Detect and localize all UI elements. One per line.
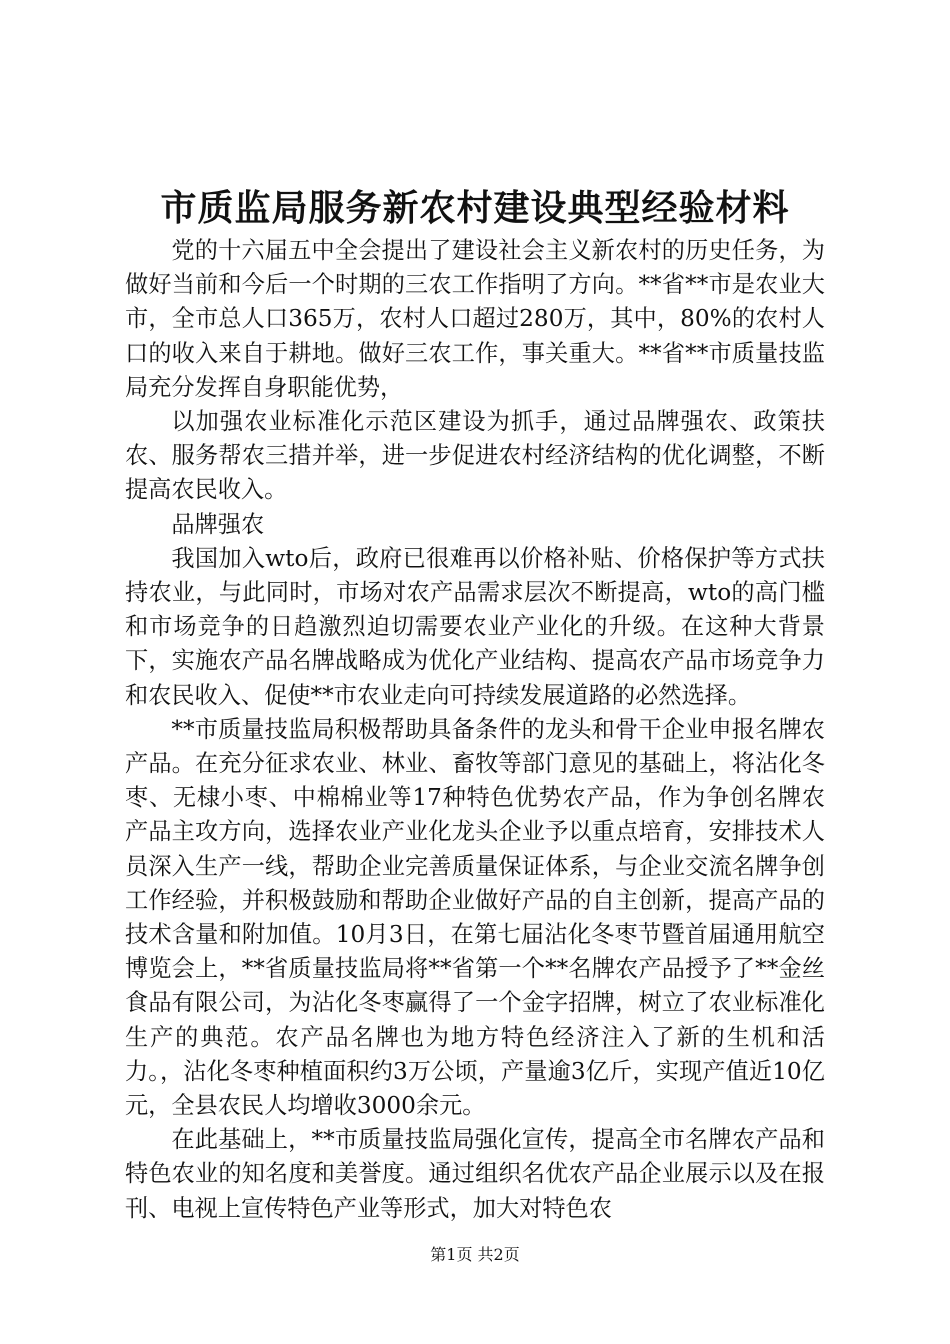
section-paragraph: **市质量技监局积极帮助具备条件的龙头和骨干企业申报名牌农产品。在充分征求农业、林业、畜牧等部门意见的基础上，将沾化冬枣、无棣小枣、中棉棉业等17种特色优势农产品，作为争创名牌农产品主攻方向，选择农业产业化龙头企业予以重点培育，安排技术人员深入生产一线，帮助企业完善质量保证体系，与企业交流名牌争创工作经验，并积极鼓励和帮助企业做好产品的自主创新，提高产品的技术含量和附加值。10月3日，在第七届沾化冬枣节暨首届通用航空博览会上，**省质量技监局将**省第一个**名牌农产品授予了**金丝食品有限公司，为沾化冬枣赢得了一个金字招牌，树立了农业标准化生产的典范。农产品名牌也为地方特色经济注入了新的生机和活力。，沾化冬枣种植面积约3万公顷，产量逾3亿斤，实现产值近10亿元，全县农民人均增收3000余元。 [125,715,825,1120]
body-paragraph: 党的十六届五中全会提出了建设社会主义新农村的历史任务，为做好当前和今后一个时期的三农工作指明了方向。**省**市是农业大市，全市总人口365万，农村人口超过280万，其中，80%的农村人口的收入来自于耕地。做好三农工作，事关重大。**省**市质量技监局充分发挥自身职能优势， [125,237,825,401]
section-paragraph: 在此基础上，**市质量技监局强化宣传，提高全市名牌农产品和特色农业的知名度和美誉度。通过组织名优农产品企业展示以及在报刊、电视上宣传特色产业等形式，加大对特色农 [125,1126,825,1222]
document-title: 市质监局服务新农村建设典型经验材料 [160,187,790,229]
body-paragraph: 以加强农业标准化示范区建设为抓手，通过品牌强农、政策扶农、服务帮农三措并举，进一步促进农村经济结构的优化调整，不断提高农民收入。 [125,408,825,504]
section-heading: 品牌强农 [171,510,265,538]
document-body [125,234,825,1226]
page-number-footer: 第1页 共2页 [430,1245,520,1264]
section-paragraph: 我国加入wto后，政府已很难再以价格补贴、价格保护等方式扶持农业，与此同时，市场对农产品需求层次不断提高，wto的高门槛和市场竞争的日趋激烈迫切需要农业产业化的升级。在这种大背景下，实施农产品名牌战略成为优化产业结构、提高农产品市场竞争力和农民收入、促使**市农业走向可持续发展道路的必然选择。 [125,544,825,709]
